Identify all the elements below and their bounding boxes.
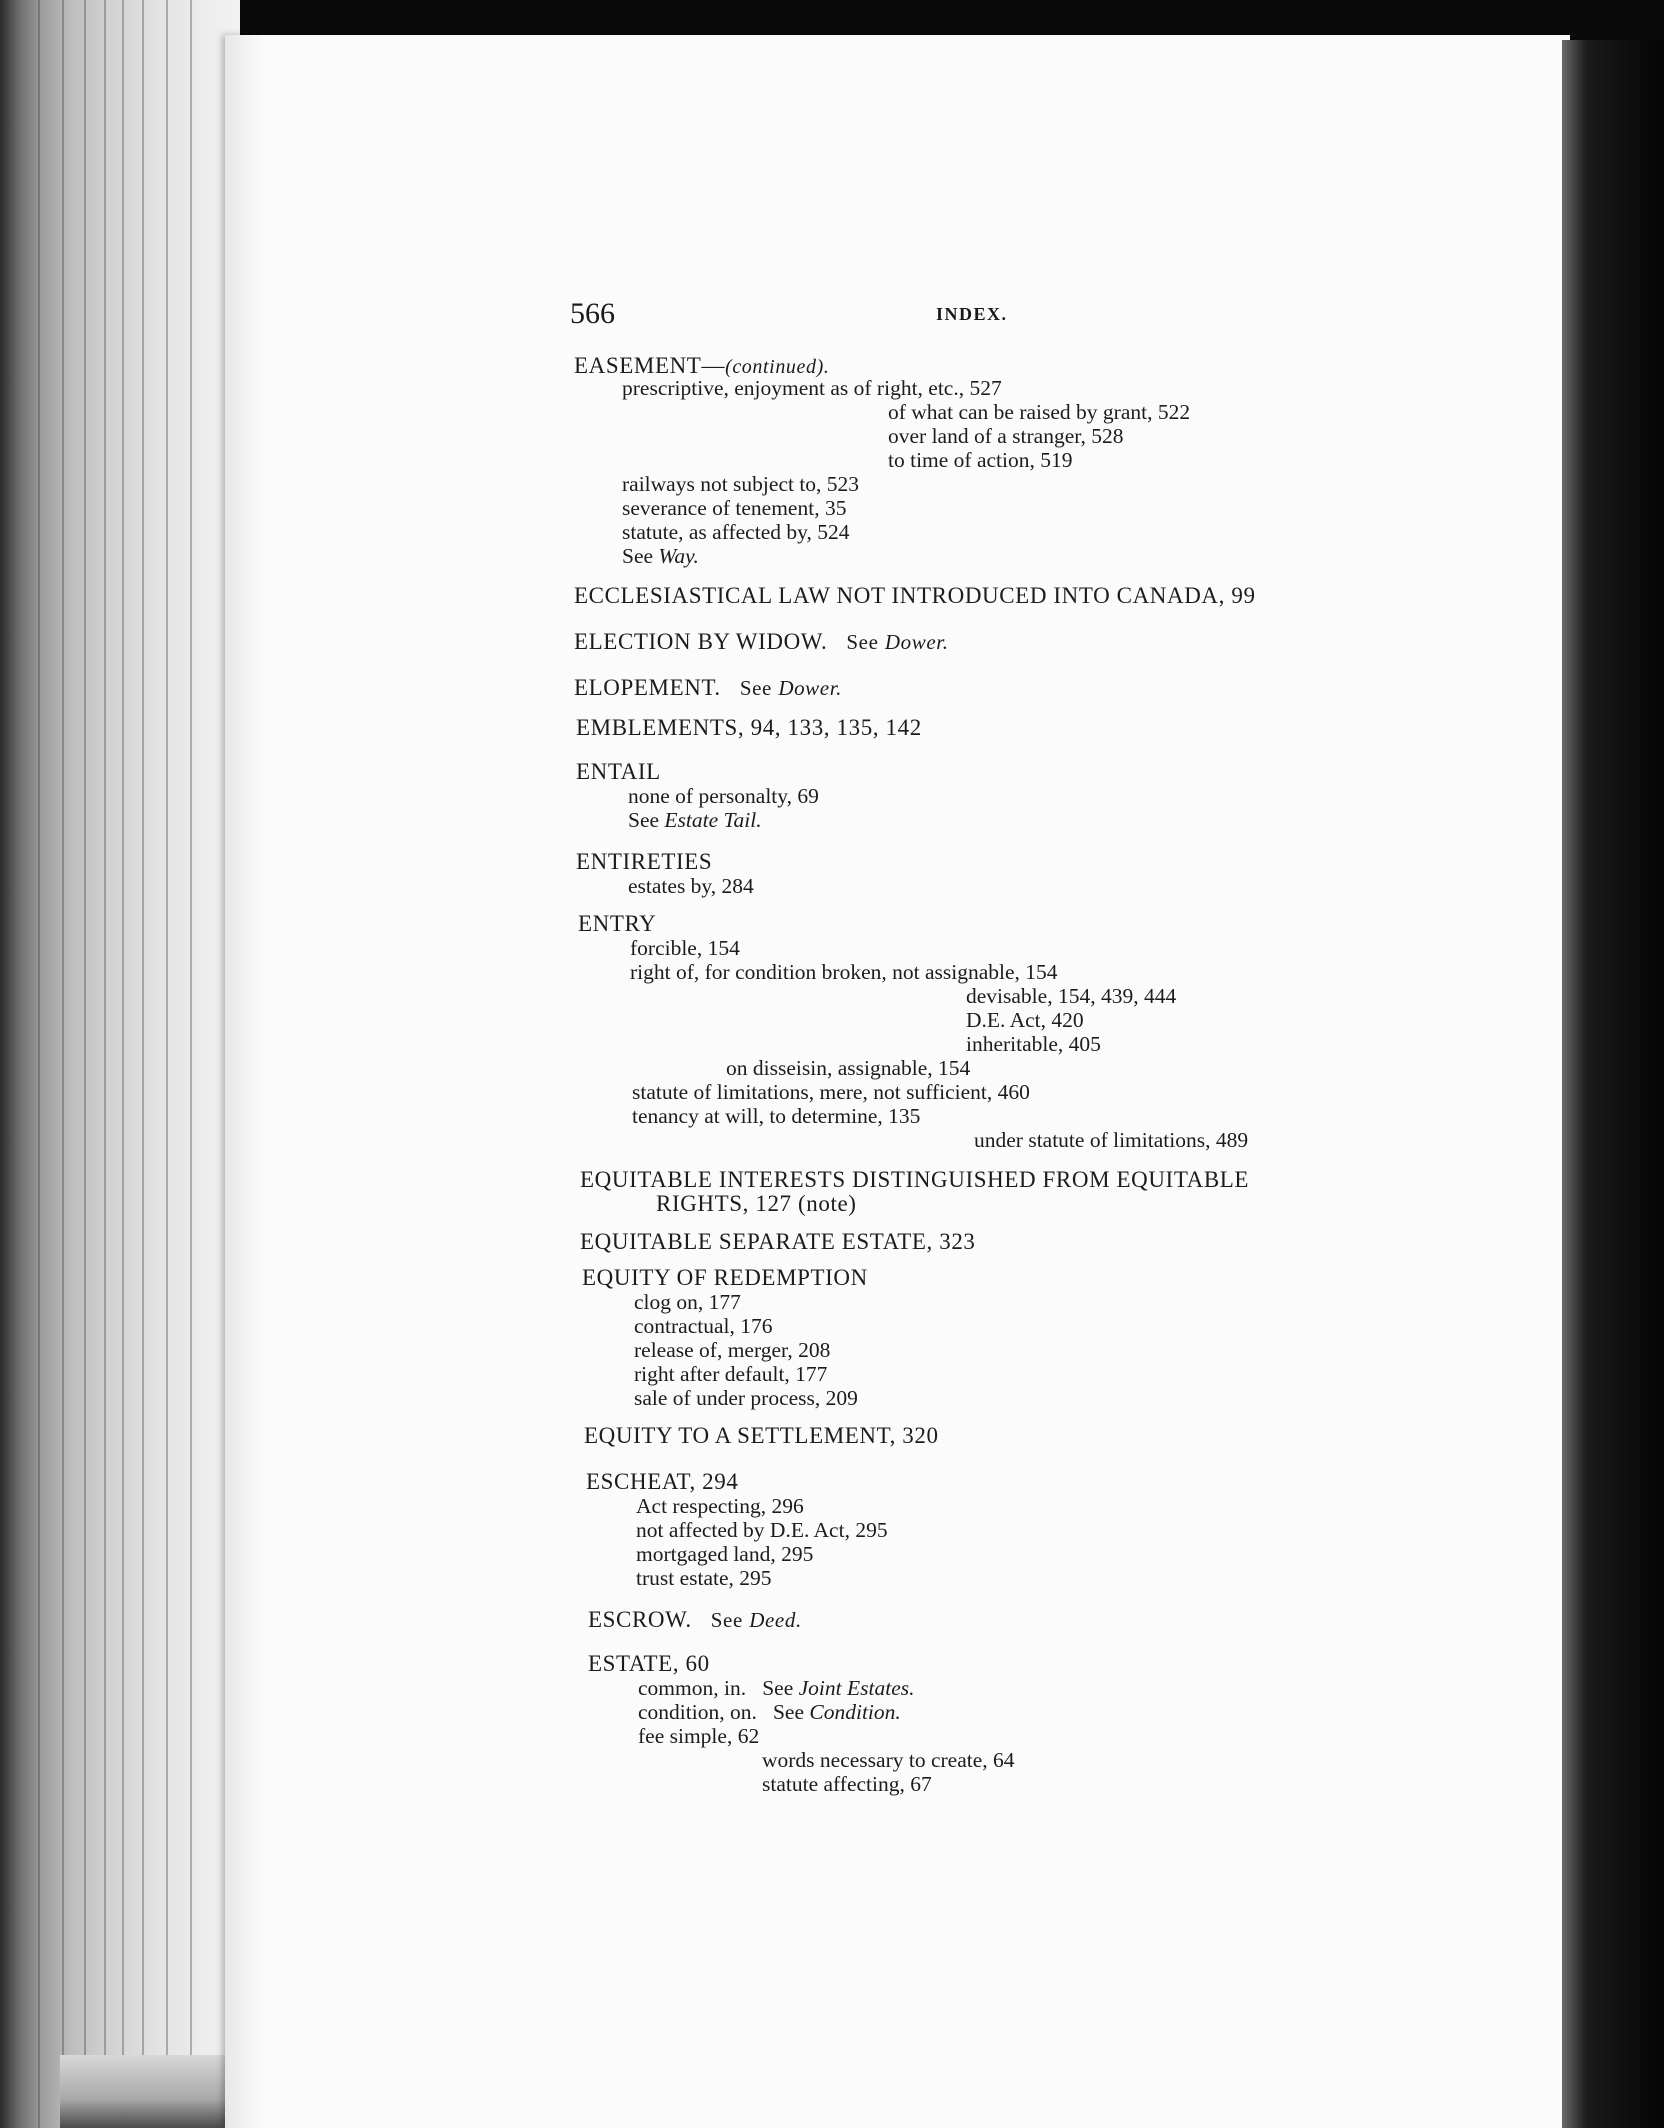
subentry: words necessary to create, 64	[762, 1748, 1015, 1772]
subentry: release of, merger, 208	[634, 1338, 831, 1362]
entry-heading-escheat: ESCHEAT, 294	[586, 1469, 739, 1494]
entry-heading-election: ELECTION BY WIDOW. See Dower.	[574, 629, 949, 654]
subentry: clog on, 177	[634, 1290, 741, 1314]
running-head: INDEX.	[936, 304, 1008, 324]
subentry: on disseisin, assignable, 154	[726, 1056, 971, 1080]
subentry: D.E. Act, 420	[966, 1008, 1084, 1032]
subentry: condition, on. See Condition.	[638, 1700, 901, 1724]
subentry: none of personalty, 69	[628, 784, 819, 808]
subentry: trust estate, 295	[636, 1566, 772, 1590]
subentry: statute affecting, 67	[762, 1772, 932, 1796]
entry-heading-equity-to-a-settlement: EQUITY TO A SETTLEMENT, 320	[584, 1423, 939, 1448]
entry-heading-easement: EASEMENT—(continued).	[574, 353, 830, 378]
subentry: right after default, 177	[634, 1362, 828, 1386]
subentry: not affected by D.E. Act, 295	[636, 1518, 888, 1542]
subentry: severance of tenement, 35	[622, 496, 847, 520]
entry-heading-escrow: ESCROW. See Deed.	[588, 1607, 802, 1632]
subentry: over land of a stranger, 528	[888, 424, 1124, 448]
subentry: statute of limitations, mere, not sufficient, 460	[632, 1080, 1030, 1104]
entry-heading-emblements: EMBLEMENTS, 94, 133, 135, 142	[576, 715, 922, 740]
subentry: to time of action, 519	[888, 448, 1073, 472]
subentry: forcible, 154	[630, 936, 740, 960]
entry-heading-equitable-separate-estate: EQUITABLE SEPARATE ESTATE, 323	[580, 1229, 976, 1254]
subentry: mortgaged land, 295	[636, 1542, 814, 1566]
subentry: under statute of limitations, 489	[974, 1128, 1249, 1152]
page-number: 566	[570, 297, 615, 330]
subentry: inheritable, 405	[966, 1032, 1101, 1056]
dark-background-right	[1562, 40, 1664, 2128]
subentry: fee simple, 62	[638, 1724, 760, 1748]
subentry: common, in. See Joint Estates.	[638, 1676, 915, 1700]
subentry: Act respecting, 296	[636, 1494, 804, 1518]
cross-reference: See Way.	[622, 544, 699, 568]
entry-heading-equity-of-redemption: EQUITY OF REDEMPTION	[582, 1265, 868, 1290]
entry-heading-ecclesiastical: ECCLESIASTICAL LAW NOT INTRODUCED INTO CANADA, 99	[574, 583, 1256, 608]
subentry: prescriptive, enjoyment as of right, etc., 527	[622, 376, 1002, 400]
book-page-edges	[0, 0, 240, 2128]
entry-heading-entry: ENTRY	[578, 911, 657, 936]
cross-reference: See Estate Tail.	[628, 808, 762, 832]
subentry: devisable, 154, 439, 444	[966, 984, 1177, 1008]
entry-heading-entail: ENTAIL	[576, 759, 661, 784]
subentry: contractual, 176	[634, 1314, 773, 1338]
subentry: sale of under process, 209	[634, 1386, 858, 1410]
entry-heading-elopement: ELOPEMENT. See Dower.	[574, 675, 843, 700]
entry-heading-equitable-interests: EQUITABLE INTERESTS DISTINGUISHED FROM EQUITABLE	[580, 1167, 1250, 1192]
entry-heading-continuation: RIGHTS, 127 (note)	[656, 1191, 857, 1216]
subentry: estates by, 284	[628, 874, 754, 898]
entry-heading-estate: ESTATE, 60	[588, 1651, 710, 1676]
entry-heading-entireties: ENTIRETIES	[576, 849, 713, 874]
subentry: railways not subject to, 523	[622, 472, 860, 496]
page-gutter-shadow	[225, 35, 265, 2128]
subentry: right of, for condition broken, not assignable, 154	[630, 960, 1058, 984]
subentry: statute, as affected by, 524	[622, 520, 850, 544]
subentry: tenancy at will, to determine, 135	[632, 1104, 921, 1128]
subentry: of what can be raised by grant, 522	[888, 400, 1191, 424]
